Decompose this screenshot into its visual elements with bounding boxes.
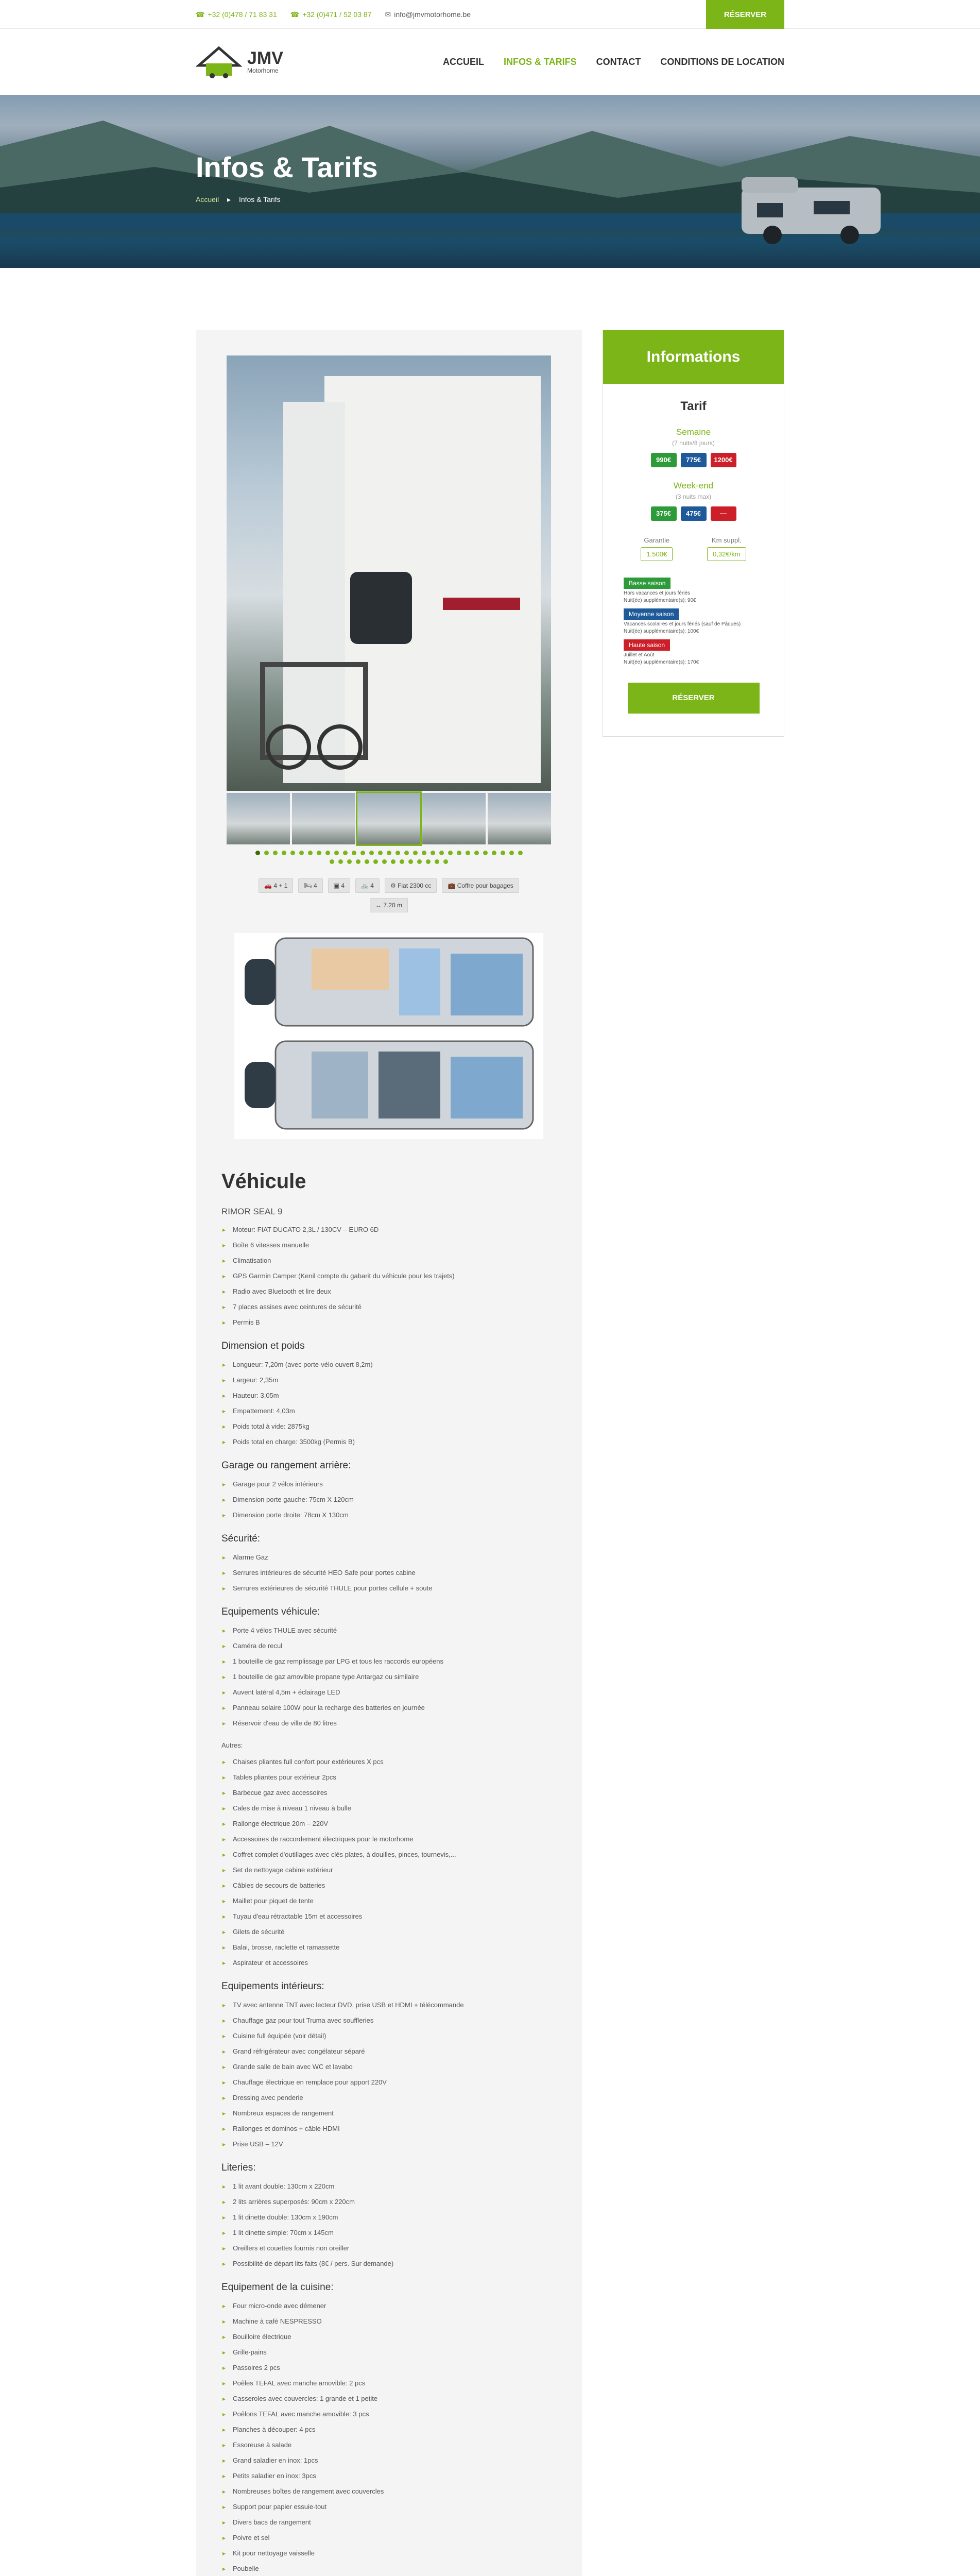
gallery-dot[interactable]: [373, 859, 378, 864]
list-item: ▸ 1 lit dinette simple: 70cm x 145cm: [221, 2225, 556, 2241]
gallery-dot[interactable]: [439, 851, 444, 855]
gallery-dot[interactable]: [382, 859, 387, 864]
season-mid-tag: Moyenne saison: [624, 608, 679, 620]
tarif-title: Tarif: [680, 399, 707, 413]
km-suppl: Km suppl. 0,32€/km: [707, 536, 746, 561]
dimensions-list: [221, 1357, 556, 1450]
list-item: ▸ Prise USB – 12V: [221, 2137, 556, 2152]
list-item: ▸ Tables pliantes pour extérieur 2pcs: [221, 1770, 556, 1785]
semaine-sub: (7 nuits/8 jours): [672, 439, 715, 447]
vehicle-title: Véhicule: [221, 1170, 306, 1193]
price-mid: 475€: [681, 506, 707, 521]
gallery-dot[interactable]: [408, 859, 413, 864]
kitchen-list: [221, 2298, 556, 2576]
list-item: ▸ Nombreuses boîtes de rangement avec couvercles: [221, 2484, 556, 2499]
list-item: ▸ Permis B: [221, 1315, 556, 1330]
thumbnail-strip: [227, 793, 551, 844]
list-item: ▸ Caméra de recul: [221, 1638, 556, 1654]
weekend-prices: [624, 506, 763, 521]
gallery-dot[interactable]: [396, 851, 400, 855]
vehicle-content: [196, 330, 582, 2576]
gallery-dot[interactable]: [431, 851, 435, 855]
page-title: Infos & Tarifs: [196, 151, 378, 183]
list-item: ▸ Gilets de sécurité: [221, 1924, 556, 1940]
section-kitchen: Equipement de la cuisine:: [221, 2282, 334, 2293]
email-link[interactable]: ✉ info@jmvmotorhome.be: [385, 10, 471, 19]
breadcrumb-current: Infos & Tarifs: [238, 195, 281, 204]
list-item: ▸ Panneau solaire 100W pour la recharge des batteries en journée: [221, 1700, 556, 1716]
list-item: ▸ Aspirateur et accessoires: [221, 1955, 556, 1971]
list-item: ▸ Four micro-onde avec démener: [221, 2298, 556, 2314]
semaine-label: Semaine: [676, 427, 711, 437]
price-low: 375€: [651, 506, 677, 521]
gallery-dot[interactable]: [255, 851, 260, 855]
list-item: ▸ Petits saladier en inox: 3pcs: [221, 2468, 556, 2484]
list-item: ▸ Barbecue gaz avec accessoires: [221, 1785, 556, 1801]
gallery-dot[interactable]: [369, 851, 374, 855]
list-item: ▸ 1 bouteille de gaz remplissage par LPG et tous les raccords européens: [221, 1654, 556, 1669]
spec-storage: 💼 Coffre pour bagages: [442, 878, 519, 893]
gallery-dot[interactable]: [426, 859, 431, 864]
others-subtitle: Autres:: [221, 1741, 243, 1749]
list-item: ▸ Boîte 6 vitesses manuelle: [221, 1238, 556, 1253]
gallery-dot[interactable]: [290, 851, 295, 855]
gallery-dot[interactable]: [417, 859, 422, 864]
list-item: ▸ Balai, brosse, raclette et ramassette: [221, 1940, 556, 1955]
gallery-dot[interactable]: [365, 859, 369, 864]
thumbnail[interactable]: [488, 793, 551, 844]
menu-item-conditions[interactable]: CONDITIONS DE LOCATION: [660, 56, 784, 67]
list-item: ▸ Poêles TEFAL avec manche amovible: 2 pcs: [221, 2376, 556, 2391]
section-security: Sécurité:: [221, 1533, 260, 1544]
gallery-dot[interactable]: [338, 859, 343, 864]
list-item: ▸ Dressing avec penderie: [221, 2090, 556, 2106]
list-item: ▸ 7 places assises avec ceintures de sécurité: [221, 1299, 556, 1315]
gallery-dot[interactable]: [413, 851, 418, 855]
intro-list: [221, 1222, 556, 1330]
spec-length: ↔ 7.20 m: [370, 898, 408, 912]
gallery-dot[interactable]: [483, 851, 488, 855]
menu-item-contact[interactable]: CONTACT: [596, 56, 641, 67]
gallery-dot[interactable]: [264, 851, 269, 855]
price-high: —: [711, 506, 736, 521]
list-item: ▸ Bouilloire électrique: [221, 2329, 556, 2345]
list-item: ▸ Maillet pour piquet de tente: [221, 1893, 556, 1909]
menu-item-accueil[interactable]: ACCUEIL: [443, 56, 484, 67]
list-item: ▸ Poids total en charge: 3500kg (Permis B): [221, 1434, 556, 1450]
list-item: ▸ 1 lit avant double: 130cm x 220cm: [221, 2179, 556, 2194]
gallery-dot[interactable]: [325, 851, 330, 855]
list-item: ▸ Possibilité de départ lits faits (8€ / pers. Sur demande): [221, 2256, 556, 2272]
list-item: ▸ Casseroles avec couvercles: 1 grande et 1 petite: [221, 2391, 556, 2406]
thumbnail[interactable]: [422, 793, 486, 844]
list-item: ▸ Nombreux espaces de rangement: [221, 2106, 556, 2121]
gallery-dot[interactable]: [448, 851, 453, 855]
weekend-label: Week-end: [673, 481, 714, 490]
list-item: ▸ Cuisine full équipée (voir détail): [221, 2028, 556, 2044]
list-item: ▸ Chauffage gaz pour tout Truma avec souffleries: [221, 2013, 556, 2028]
main-nav: [0, 29, 980, 95]
list-item: ▸ Empattement: 4,03m: [221, 1403, 556, 1419]
menu: [443, 57, 784, 67]
list-item: ▸ Auvent latéral 4,5m + éclairage LED: [221, 1685, 556, 1700]
list-item: ▸ Chauffage électrique en remplace pour apport 220V: [221, 2075, 556, 2090]
price-mid: 775€: [681, 453, 707, 467]
section-dimensions: Dimension et poids: [221, 1341, 305, 1351]
phone-icon: ☎: [196, 10, 205, 19]
list-item: ▸ Hauteur: 3,05m: [221, 1388, 556, 1403]
list-item: ▸ Radio avec Bluetooth et lire deux: [221, 1284, 556, 1299]
thumbnail[interactable]: [292, 793, 355, 844]
list-item: ▸ Essoreuse à salade: [221, 2437, 556, 2453]
list-item: ▸ Accessoires de raccordement électriques pour le motorhome: [221, 1832, 556, 1847]
brand-tagline: Motorhome: [247, 67, 279, 74]
gallery-dot[interactable]: [282, 851, 286, 855]
phone-icon: ☎: [290, 10, 300, 19]
gallery-dot[interactable]: [317, 851, 321, 855]
floor-plan: [234, 933, 543, 1139]
spec-engine: ⚙ Fiat 2300 cc: [385, 878, 437, 893]
list-item: ▸ Kit pour nettoyage vaisselle: [221, 2546, 556, 2561]
gallery-dot[interactable]: [387, 851, 391, 855]
gallery-dot[interactable]: [352, 851, 356, 855]
section-interior: Equipements intérieurs:: [221, 1981, 324, 1992]
list-item: ▸ Support pour papier essuie-tout: [221, 2499, 556, 2515]
weekend-sub: (3 nuits max): [675, 493, 712, 500]
reserve-button[interactable]: RÉSERVER: [706, 0, 784, 29]
gallery-dot[interactable]: [378, 851, 383, 855]
spec-seats: 🚗 4 + 1: [259, 878, 293, 893]
mail-icon: ✉: [385, 10, 391, 19]
list-item: ▸ Poêlons TEFAL avec manche amovible: 3 pcs: [221, 2406, 556, 2422]
list-item: ▸ Serrures intérieures de sécurité HEO Safe pour portes cabine: [221, 1565, 556, 1581]
spec-beds: 🛏 4: [298, 878, 322, 893]
price-low: 990€: [651, 453, 677, 467]
seasons: Basse saison Hors vacances et jours fériés Nuit(ée) supplémentaire(s): 90€ Moyenne saison Vacances scolaires et jours fériés (sauf de Pâques) Nuit(ée) supplémentaire(s): 100€ Haute saison Juillet et Août Nuit(ée) supplémentaire(s): 170€: [624, 572, 763, 665]
gallery-dot[interactable]: [443, 859, 448, 864]
breadcrumb-home[interactable]: Accueil: [196, 195, 219, 204]
list-item: ▸ GPS Garmin Camper (Kenil compte du gabarit du véhicule pour les trajets): [221, 1268, 556, 1284]
gallery-dot[interactable]: [391, 859, 396, 864]
list-item: ▸ Poids total à vide: 2875kg: [221, 1419, 556, 1434]
gallery-dot[interactable]: [334, 851, 339, 855]
price-high: 1200€: [711, 453, 736, 467]
list-item: ▸ Garage pour 2 vélos intérieurs: [221, 1477, 556, 1492]
brand-name: JMV: [247, 48, 283, 68]
list-item: ▸ Grande salle de bain avec WC et lavabo: [221, 2059, 556, 2075]
list-item: ▸ Moteur: FIAT DUCATO 2,3L / 130CV – EURO 6D: [221, 1222, 556, 1238]
logo[interactable]: [196, 45, 283, 79]
vehicle-equipment-list: [221, 1623, 556, 1731]
beds-list: [221, 2179, 556, 2272]
gallery-dot[interactable]: [492, 851, 496, 855]
gallery-dot[interactable]: [356, 859, 360, 864]
gallery-dot[interactable]: [474, 851, 479, 855]
list-item: ▸ Cales de mise à niveau 1 niveau à bulle: [221, 1801, 556, 1816]
list-item: ▸ Alarme Gaz: [221, 1550, 556, 1565]
gallery-dot[interactable]: [518, 851, 523, 855]
list-item: ▸ Serrures extérieures de sécurité THULE pour portes cellule + soute: [221, 1581, 556, 1596]
menu-item-infos-tarifs[interactable]: INFOS & TARIFS: [504, 56, 577, 67]
hero-banner: [0, 95, 980, 268]
top-bar: [0, 0, 980, 29]
gallery-dot[interactable]: [509, 851, 514, 855]
spec-bikes: 🚲 4: [355, 878, 380, 893]
list-item: ▸ Coffret complet d'outillages avec clés plates, à douilles, pinces, tournevis,...: [221, 1847, 556, 1862]
list-item: ▸ Grand réfrigérateur avec congélateur séparé: [221, 2044, 556, 2059]
security-list: [221, 1550, 556, 1596]
list-item: ▸ Poubelle: [221, 2561, 556, 2576]
phone1[interactable]: ☎ +32 (0)478 / 71 83 31: [196, 10, 277, 19]
list-item: ▸ 1 bouteille de gaz amovible propane type Antargaz ou similaire: [221, 1669, 556, 1685]
breadcrumb-separator: ▸: [227, 195, 231, 204]
vehicle-model: RIMOR SEAL 9: [221, 1207, 283, 1216]
list-item: ▸ Grille-pains: [221, 2345, 556, 2360]
garage-list: [221, 1477, 556, 1523]
gallery-dot[interactable]: [501, 851, 505, 855]
spec-badges: [245, 878, 533, 912]
main-section: [0, 268, 980, 2576]
gallery-dot[interactable]: [422, 851, 426, 855]
list-item: ▸ Rallonges et dominos + câble HDMI: [221, 2121, 556, 2137]
spec-berths: ▣ 4: [328, 878, 350, 893]
gallery-dot[interactable]: [308, 851, 313, 855]
sidebar-reserve-button[interactable]: RÉSERVER: [628, 683, 760, 714]
main-photo[interactable]: [227, 355, 551, 791]
extra-fees: [624, 536, 763, 561]
others-list: [221, 1754, 556, 1971]
list-item: ▸ Longueur: 7,20m (avec porte-vélo ouvert 8,2m): [221, 1357, 556, 1372]
thumbnail-selected[interactable]: [357, 793, 421, 844]
breadcrumb: [196, 195, 784, 204]
list-item: ▸ Climatisation: [221, 1253, 556, 1268]
gallery-dot[interactable]: [347, 859, 352, 864]
gallery-dot[interactable]: [360, 851, 365, 855]
list-item: ▸ Porte 4 vélos THULE avec sécurité: [221, 1623, 556, 1638]
section-garage: Garage ou rangement arrière:: [221, 1460, 351, 1471]
gallery-dot[interactable]: [457, 851, 461, 855]
list-item: ▸ Oreillers et couettes fournis non oreiller: [221, 2241, 556, 2256]
list-item: ▸ Dimension porte droite: 78cm X 130cm: [221, 1507, 556, 1523]
list-item: ▸ Dimension porte gauche: 75cm X 120cm: [221, 1492, 556, 1507]
list-item: ▸ Machine à café NESPRESSO: [221, 2314, 556, 2329]
garantie: Garantie 1.500€: [641, 536, 673, 561]
list-item: ▸ Divers bacs de rangement: [221, 2515, 556, 2530]
list-item: ▸ Poivre et sel: [221, 2530, 556, 2546]
season-high-tag: Haute saison: [624, 639, 670, 651]
logo-mark: [196, 45, 242, 79]
list-item: ▸ Passoires 2 pcs: [221, 2360, 556, 2376]
thumbnail[interactable]: [227, 793, 290, 844]
phone2[interactable]: ☎ +32 (0)471 / 52 03 87: [290, 10, 372, 19]
sidebar-header: Informations: [603, 330, 784, 384]
list-item: ▸ Réservoir d'eau de ville de 80 litres: [221, 1716, 556, 1731]
gallery-dot[interactable]: [435, 859, 439, 864]
gallery-dot[interactable]: [466, 851, 470, 855]
list-item: ▸ Planches à découper: 4 pcs: [221, 2422, 556, 2437]
list-item: ▸ Set de nettoyage cabine extérieur: [221, 1862, 556, 1878]
semaine-prices: [624, 453, 763, 467]
list-item: ▸ 2 lits arrières superposés: 90cm x 220cm: [221, 2194, 556, 2210]
section-vehicle-equipment: Equipements véhicule:: [221, 1606, 320, 1617]
list-item: ▸ Grand saladier en inox: 1pcs: [221, 2453, 556, 2468]
list-item: ▸ Tuyau d'eau rétractable 15m et accessoires: [221, 1909, 556, 1924]
gallery-dot[interactable]: [404, 851, 409, 855]
section-beds: Literies:: [221, 2162, 256, 2173]
list-item: ▸ Câbles de secours de batteries: [221, 1878, 556, 1893]
interior-list: [221, 1997, 556, 2152]
gallery-dot[interactable]: [273, 851, 278, 855]
info-sidebar: [603, 330, 784, 737]
gallery-dot[interactable]: [299, 851, 304, 855]
photo-gallery: [227, 355, 551, 864]
list-item: ▸ Chaises pliantes full confort pour extérieures X pcs: [221, 1754, 556, 1770]
season-low-tag: Basse saison: [624, 578, 670, 589]
list-item: ▸ Rallonge électrique 20m – 220V: [221, 1816, 556, 1832]
gallery-dot[interactable]: [330, 859, 334, 864]
list-item: ▸ 1 lit dinette double: 130cm x 190cm: [221, 2210, 556, 2225]
gallery-dot[interactable]: [343, 851, 348, 855]
list-item: ▸ Largeur: 2,35m: [221, 1372, 556, 1388]
gallery-dot[interactable]: [400, 859, 404, 864]
list-item: ▸ TV avec antenne TNT avec lecteur DVD, prise USB et HDMI + télécommande: [221, 1997, 556, 2013]
gallery-dots: [255, 851, 523, 864]
